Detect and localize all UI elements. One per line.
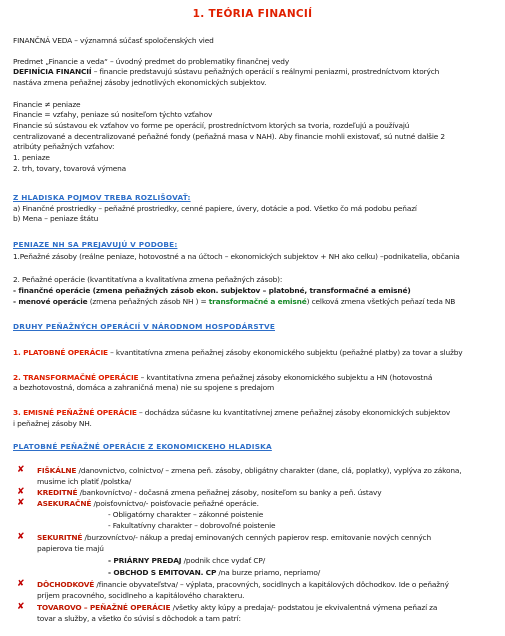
transform-ops-desc: – kvantitatívna zmena peňažnej zásoby ekonomického subjektu a HN (hotovostná — [138, 373, 433, 382]
sub-list-item — [108, 556, 265, 565]
cross-bullet-icon: ✘ — [17, 532, 25, 542]
primary-sale-term: - PRIÁRNY PREDAJ — [108, 556, 182, 565]
list-item-continuation: príjem pracovného, socidlneho a kapitálového charakteru. — [37, 591, 245, 600]
intro-line: atribúty peňažných vzťahov: — [13, 142, 115, 151]
section-heading: PLATOBNÉ PEŇAŽNÉ OPERÁCIE Z EKONOMICKEHO HLADISKA — [13, 442, 272, 451]
sub-list-item: - Obligatórny charakter – zákonné poistenie — [108, 510, 264, 519]
securities-term: SEKURITNÉ — [37, 533, 83, 542]
intro-line: nastáva zmena peňažnej zásoby jednotlivých ekonomických subjektov. — [13, 78, 267, 87]
cross-bullet-icon: ✘ — [17, 579, 25, 589]
primary-sale-desc: /podnik chce vydať CP/ — [181, 556, 266, 565]
list-item — [13, 348, 462, 357]
emission-ops-term: 3. EMISNÉ PEŇAŽNÉ OPERÁCIE — [13, 408, 137, 417]
list-item — [37, 499, 259, 508]
emitted-trade-desc: /na burze priamo, nepriamo/ — [216, 568, 321, 577]
list-item: 2. Peňažné operácie (kvantitatívna a kvalitatívna zmena peňažných zásob): — [13, 275, 283, 284]
list-item — [37, 488, 381, 497]
list-item: 1. peniaze — [13, 153, 50, 162]
goods-money-term: TOVAROVO – PEŇAŽNÉ OPERÁCIE — [37, 603, 171, 612]
list-item — [37, 580, 449, 589]
list-item — [13, 408, 450, 417]
definition-line — [13, 67, 439, 76]
definition-term: DEFINÍCIA FINANCIÍ — [13, 67, 92, 76]
monetary-ops-term: - menové operácie — [13, 297, 88, 306]
insurance-desc: /poisťovníctvo/- poisťovacie peňažné operácie. — [91, 499, 259, 508]
finance-science-desc: – významná súčasť spoločenských vied — [72, 36, 214, 45]
list-item-continuation: tovar a služby, a všetko čo súvisí s dôchodok a tam patrí: — [37, 614, 241, 623]
credit-desc: /bankovníctvo/ - dočasná zmena peňažnej zásoby, nositeľom su banky a peň. ústavy — [77, 488, 382, 497]
list-item — [37, 533, 431, 542]
list-item-continuation: musime ich platiť /polstka/ — [37, 477, 132, 486]
pension-desc: /financie obyvateľstva/ – výplata, pracovných, socidlnych a kapitálových dôchodkov. Ide o peňažný — [94, 580, 449, 589]
section-heading: PENIAZE NH SA PREJAVUJÚ V PODOBE: — [13, 240, 178, 249]
page-title: 1. TEÓRIA FINANCIÍ — [192, 8, 313, 20]
intro-line — [13, 36, 214, 45]
cross-bullet-icon: ✘ — [17, 465, 25, 475]
monetary-ops-highlight: transformačné a emisné — [208, 297, 307, 306]
monetary-ops-desc: (zmena peňažných zásob NH ) = — [87, 297, 209, 306]
cross-bullet-icon: ✘ — [17, 498, 25, 508]
fiscal-term: FIŠKÁLNE — [37, 466, 77, 475]
pension-term: DÔCHODKOVÉ — [37, 580, 95, 589]
finance-science-term: FINANČNÁ VEDA — [13, 36, 73, 45]
emitted-trade-term: - OBCHOD S EMITOVAN. CP — [108, 568, 217, 577]
cross-bullet-icon: ✘ — [17, 487, 25, 497]
list-item: 2. trh, tovary, tovarová výmena — [13, 164, 127, 173]
list-item: 1.Peňažné zásoby (reálne peniaze, hotovostné a na účtoch – ekonomických subjektov + NH ako celku) –podnikatelia, občania — [13, 252, 460, 261]
list-item — [13, 297, 455, 306]
insurance-term: ASEKURAČNÉ — [37, 499, 92, 508]
list-item: - finančné operácie (zmena peňažných zásob ekon. subjektov – platobné, transformačné a emisné) — [13, 286, 411, 295]
transform-ops-term: 2. TRANSFORMAČNÉ OPERÁCIE — [13, 373, 139, 382]
intro-line: Financie ≠ peniaze — [13, 100, 81, 109]
list-item — [37, 603, 437, 612]
securities-desc: /burzovníctvo/- nákup a predaj eminovaných cenných papierov resp. emitovanie nových cenných — [82, 533, 431, 542]
goods-money-desc: /všetky akty kúpy a predaja/- podstatou je ekvivalentná výmena peňazí za — [170, 603, 438, 612]
monetary-ops-rest: ) celková zmena všetkých peňazí teda NB — [306, 297, 456, 306]
intro-line: Predmet „Financie a veda“ – úvodný predmet do problematiky finančnej vedy — [13, 57, 290, 66]
sub-list-item — [108, 568, 320, 577]
section-heading: DRUHY PEŇAŽNÝCH OPERÁCIÍ V NÁRODNOM HOSPODÁRSTVE — [13, 322, 276, 331]
list-item: b) Mena – peniaze štátu — [13, 214, 99, 223]
list-item: a) Finančné prostriedky – peňažné prostriedky, cenné papiere, úvery, dotácie a pod. Všetko čo má podobu peňazí — [13, 204, 417, 213]
list-item — [13, 373, 432, 382]
intro-line: Financie sú sústavou ek vzťahov vo forme pe operácií, prostredníctvom ktorých sa tvoria, rozdeľujú a používajú — [13, 121, 410, 130]
list-item — [37, 466, 461, 475]
payment-ops-desc: – kvantitatívna zmena peňažnej zásoby ekonomického subjektu (peňažné platby) za tovar a služby — [107, 348, 463, 357]
list-item-continuation: a bezhotovostná, domáca a zahraničná mena) nie su spojene s predajom — [13, 383, 275, 392]
intro-line: Financie = vzťahy, peniaze sú nositeľom týchto vzťahov — [13, 110, 213, 119]
payment-ops-term: 1. PLATOBNÉ OPERÁCIE — [13, 348, 108, 357]
cross-bullet-icon: ✘ — [17, 602, 25, 612]
section-heading: Z HLADISKA POJMOV TREBA ROZLIŠOVAŤ: — [13, 193, 191, 202]
list-item-continuation: papierova tie majú — [37, 544, 104, 553]
definition-text: – financie predstavujú sústavu peňažných operácií s reálnymi peniazmi, prostredníctvom ktorých — [91, 67, 440, 76]
list-item-continuation: i peňažnej zásoby NH. — [13, 419, 92, 428]
emission-ops-desc: – dochádza súčasne ku kvantitatívnej zmene peňažnej zásoby ekonomických subjektov — [136, 408, 451, 417]
sub-list-item: - Fakultatívny charakter – dobrovoľné poistenie — [108, 521, 276, 530]
fiscal-desc: /danovnictvo, colnictvo/ – zmena peň. zásoby, obligátny charakter (dane, clá, poplatky), vyplýva zo zákona, — [76, 466, 462, 475]
credit-term: KREDITNÉ — [37, 488, 78, 497]
intro-line: centralizované a decentralizované peňažné fondy (peňažná masa v NAH). Aby financie mohli existovať, sú nutné dalšie 2 — [13, 132, 445, 141]
